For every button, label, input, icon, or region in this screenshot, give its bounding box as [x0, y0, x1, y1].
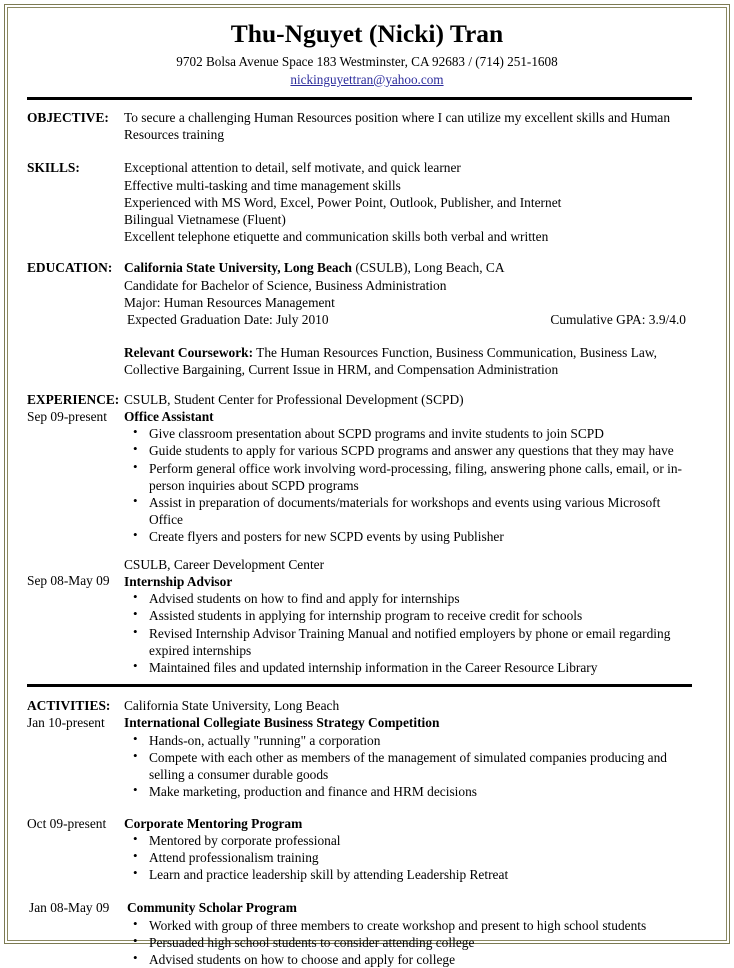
activity-bullet-list: [124, 832, 686, 884]
activity-bullet: • Mentored by corporate professional: [124, 832, 686, 849]
job-employer: CSULB, Student Center for Professional Development (SCPD): [124, 391, 464, 407]
job-bullet: • Assisted students in applying for internship program to receive credit for schools: [124, 607, 686, 624]
section-experience-second-job: [0, 556, 734, 677]
objective-label-col: [0, 109, 124, 126]
job-bullet: • Guide students to apply for various SCPD programs and answer any questions that they may have: [124, 442, 686, 459]
candidate-address: 9702 Bolsa Avenue Space 183 Westminster, CA 92683 / (714) 251-1608: [176, 53, 558, 69]
skills-label: SKILLS:: [27, 160, 80, 176]
spacer-objective-skills: [0, 143, 734, 159]
job-bullet-list: [124, 425, 686, 546]
activity-bullet-list: [124, 917, 686, 968]
resume-header: [0, 0, 734, 88]
skill-item: Experienced with MS Word, Excel, Power Point, Outlook, Publisher, and Internet: [124, 194, 562, 210]
activity-body: [124, 815, 734, 884]
education-gpa: Cumulative GPA: 3.9/4.0: [550, 312, 686, 328]
skill-item: Exceptional attention to detail, self motivate, and quick learner: [124, 160, 461, 176]
education-body: [124, 259, 734, 378]
candidate-email-line: [0, 71, 734, 88]
job-bullet: • Revised Internship Advisor Training Manual and notified employers by phone or email regarding expired internships: [124, 625, 686, 659]
job-bullet: • Assist in preparation of documents/materials for workshops and events using various Microsoft Office: [124, 494, 686, 528]
activity-title: International Collegiate Business Strategy Competition: [124, 715, 440, 731]
section-activity-mentoring: [0, 815, 734, 884]
header-divider-rule: [27, 97, 692, 100]
job-bullet: • Advised students on how to find and apply for internships: [124, 590, 686, 607]
section-skills: [0, 159, 734, 245]
activities-label-col: [0, 697, 124, 731]
education-coursework: [124, 344, 686, 378]
job-title: Office Assistant: [124, 408, 214, 424]
experience-label: EXPERIENCE:: [27, 391, 120, 407]
activity-label-col: [0, 815, 124, 832]
education-degree: Candidate for Bachelor of Science, Business Administration: [124, 277, 447, 293]
job-bullet: • Give classroom presentation about SCPD programs and invite students to join SCPD: [124, 425, 686, 442]
activity-org: California State University, Long Beach: [124, 698, 340, 714]
education-label: EDUCATION:: [27, 260, 113, 276]
activity-title: Community Scholar Program: [127, 900, 297, 916]
education-school-name: California State University, Long Beach: [124, 260, 353, 276]
spacer-education-experience: [0, 379, 734, 391]
candidate-name: Thu-Nguyet (Nicki) Tran: [230, 19, 504, 48]
job-bullet: • Maintained files and updated internship information in the Career Resource Library: [124, 659, 686, 676]
activity-label-col: [0, 899, 124, 916]
experience-second-label-col: [0, 556, 124, 589]
activity-bullet: • Worked with group of three members to create workshop and present to high school students: [124, 917, 686, 934]
spacer-after-rule: [0, 687, 734, 697]
spacer-align-dates: [27, 556, 124, 572]
coursework-text: The Human Resources Function, Business Communication, Business Law, Collective Bargaining, Current Issue in HRM, and Compensation Administration: [124, 345, 657, 378]
spacer-activity0-activity1: [0, 801, 734, 815]
objective-label: OBJECTIVE:: [27, 109, 109, 125]
activity-bullet-list: [124, 732, 686, 801]
education-school-line: [124, 259, 686, 276]
activity-title: Corporate Mentoring Program: [124, 815, 303, 831]
education-major: Major: Human Resources Management: [124, 294, 335, 310]
activity-dates: Oct 09-present: [27, 815, 107, 831]
activity-dates: Jan 08-May 09: [29, 900, 110, 916]
spacer-before-coursework: [124, 328, 686, 344]
job-title: Internship Advisor: [124, 573, 233, 589]
education-school-location: (CSULB), Long Beach, CA: [352, 260, 505, 276]
spacer-job0-job1: [0, 546, 734, 556]
activity-bullet: • Make marketing, production and finance and HRM decisions: [124, 783, 686, 800]
education-graduation-date: Expected Graduation Date: July 2010: [127, 312, 329, 328]
skill-item: Effective multi-tasking and time management skills: [124, 177, 401, 193]
coursework-label: Relevant Coursework:: [124, 345, 254, 361]
activity-bullet: • Hands-on, actually "running" a corporation: [124, 732, 686, 749]
activity-bullet: • Persuaded high school students to consider attending college: [124, 934, 686, 951]
skill-item: Excellent telephone etiquette and communication skills both verbal and written: [124, 229, 549, 245]
spacer-activity1-activity2: [0, 883, 734, 899]
activity-bullet: • Attend professionalism training: [124, 849, 686, 866]
activity-body: [124, 697, 734, 800]
job-bullet: • Perform general office work involving word-processing, filing, answering phone calls, email, or in-person inquiries about SCPD programs: [124, 460, 686, 494]
section-education: [0, 259, 734, 378]
activity-bullet: • Compete with each other as members of the management of simulated companies producing and selling a consumer durable goods: [124, 749, 686, 783]
job-bullet-list: [124, 590, 686, 676]
objective-body: [124, 109, 734, 143]
spacer-skills-education: [0, 245, 734, 259]
job-employer: CSULB, Career Development Center: [124, 556, 325, 572]
education-graduation-gpa-row: [124, 311, 686, 328]
job-bullet: • Create flyers and posters for new SCPD events by using Publisher: [124, 528, 686, 545]
experience-dates: Sep 09-present: [27, 408, 107, 424]
activity-body: [124, 899, 734, 968]
activity-dates: Jan 10-present: [27, 715, 105, 731]
objective-text: To secure a challenging Human Resources position where I can utilize my excellent skills and Human Resources training: [124, 109, 671, 143]
skills-label-col: [0, 159, 124, 176]
section-experience: [0, 391, 734, 546]
activity-bullet: • Learn and practice leadership skill by attending Leadership Retreat: [124, 866, 686, 883]
email-link[interactable]: nickinguyettran@yahoo.com: [290, 71, 444, 87]
skill-item: Bilingual Vietnamese (Fluent): [124, 211, 286, 227]
experience-dates: Sep 08-May 09: [27, 572, 110, 588]
activity-bullet: • Advised students on how to choose and apply for college: [124, 951, 686, 968]
experience-label-col: [0, 391, 124, 425]
experience-job-body: [124, 556, 734, 677]
skills-body: [124, 159, 734, 245]
experience-job-body: [124, 391, 734, 546]
education-label-col: [0, 259, 124, 276]
section-objective: [0, 109, 734, 143]
section-activity-scholar: [0, 899, 734, 968]
activities-label: ACTIVITIES:: [27, 698, 111, 714]
section-activities: [0, 697, 734, 800]
